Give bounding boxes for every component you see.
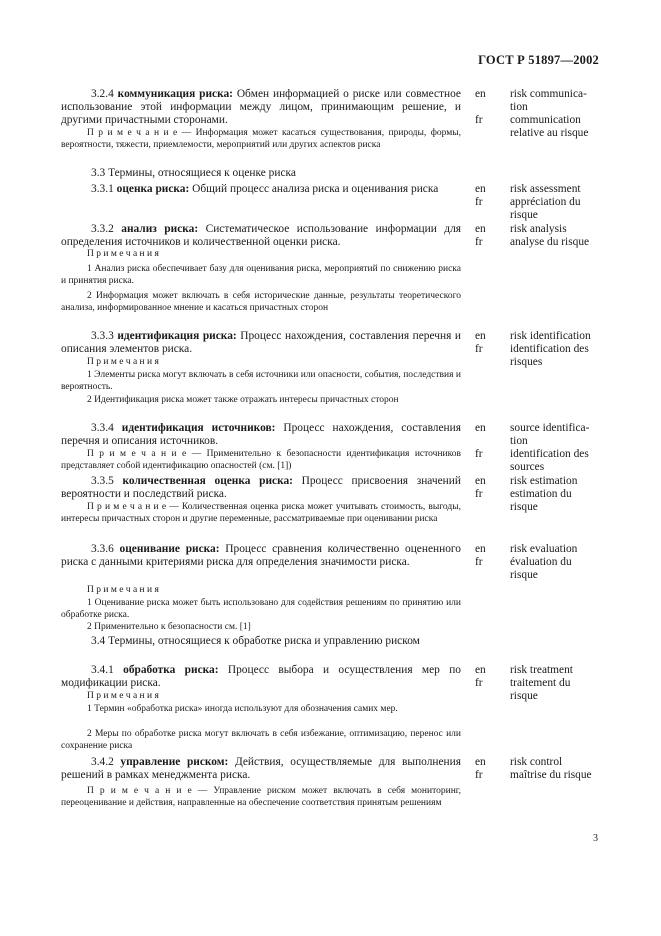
note-text — [61, 369, 461, 393]
term-name: обработка риска: — [123, 664, 219, 676]
lang-code-fr: fr — [475, 236, 483, 248]
equivalent-term-fr: identification des sources — [510, 448, 589, 473]
term-name: количественная оценка риска: — [122, 475, 293, 487]
block-text: П р и м е ч а н и я — [87, 585, 159, 595]
note-text — [61, 248, 461, 260]
equivalent-term-fr: traitement du risque — [510, 677, 571, 702]
block-text: 1 Оценивание риска может быть использовано для содействия решениям по принятию или обработке риска. — [61, 598, 461, 621]
term-entry — [61, 183, 461, 196]
note-text — [61, 621, 461, 633]
equivalent-term-en: risk identification — [510, 330, 591, 342]
term-number: 3.4.1 — [91, 664, 114, 676]
term-number: 3.3.6 — [91, 543, 114, 555]
note-text — [61, 127, 461, 151]
term-number: 3.4.2 — [91, 756, 114, 768]
term-entry — [61, 756, 461, 782]
lang-code-fr: fr — [475, 114, 483, 126]
equivalent-term-en: risk treatment — [510, 664, 573, 676]
block-text: 1 Термин «обработка риска» иногда используют для обозначения самих мер. — [87, 704, 398, 714]
note-text — [61, 690, 461, 702]
equivalent-term-en: risk evaluation — [510, 543, 578, 555]
equivalent-term-fr: analyse du risque — [510, 236, 590, 248]
lang-code-en: en — [475, 422, 486, 434]
block-text: Систематическое использование информации для определения источников и количественной оценки риска. — [61, 223, 462, 248]
block-text: 1 Элементы риска могут включать в себя источники или опасности, события, последствия и вероятность. — [61, 370, 461, 393]
block-text: П р и м е ч а н и я — [87, 249, 159, 259]
block-text: Процесс присвоения значений вероятности и последствий риска. — [61, 475, 461, 500]
term-number: 3.3.5 — [91, 475, 114, 487]
block-text: 2 Идентификация риска может также отражать интересы причастных сторон — [87, 395, 399, 405]
note-text — [61, 356, 461, 368]
block-text: Действия, осуществляемые для выполнения решений в рамках менеджмента риска. — [61, 756, 461, 781]
block-text: — Применительно к безопасности идентификация источников представляет собой идентификацию опасностей (см. [1]) — [61, 449, 461, 472]
block-text: П р и м е ч а н и я — [87, 357, 159, 367]
block-text: 2 Применительно к безопасности см. [1] — [87, 622, 251, 632]
equivalent-term-fr: évaluation du risque — [510, 556, 572, 581]
equivalent-term-fr: appréciation du risque — [510, 196, 581, 221]
equivalent-term-fr: identification des risques — [510, 343, 589, 368]
equivalent-term-en: risk communica-tion — [510, 88, 587, 113]
term-number: 3.3.4 — [91, 422, 114, 434]
note-label: П р и м е ч а н и е — [87, 449, 187, 459]
term-name: оценивание риска: — [119, 543, 220, 555]
term-number: 3.3.1 — [91, 183, 114, 195]
block-text: Процесс сравнения количественно оцененного риска с данными критериями риска для определения значимости риска. — [61, 543, 461, 568]
block-text: — Управление риском может включать в себя мониторинг, переоценивание и действия, направленные на обеспечение соответствия принятым решениям — [61, 786, 461, 809]
term-number: 3.2.4 — [91, 88, 114, 100]
term-entry — [61, 88, 461, 127]
lang-code-fr: fr — [475, 196, 483, 208]
note-text — [61, 290, 461, 314]
lang-code-fr: fr — [475, 556, 483, 568]
block-text: 2 Меры по обработке риска могут включать в себя избежание, оптимизацию, перенос или сохранение риска — [61, 729, 461, 752]
note-text — [61, 597, 461, 621]
term-number: 3.3.3 — [91, 330, 114, 342]
block-text: Обмен информацией о риске или совместное использование этой информации между лицом, принимающим решение, и другими причастными сторонами. — [61, 88, 461, 126]
block-text: П р и м е ч а н и я — [87, 691, 159, 701]
equivalent-term-fr: maîtrise du risque — [510, 769, 592, 781]
block-text: 3.4 Термины, относящиеся к обработке риска и управлению риском — [91, 635, 420, 647]
term-name: идентификация риска: — [117, 330, 237, 342]
block-text: 2 Информация может включать в себя исторические данные, результаты теоретического анализа, информированное мнение и касаться причастных сторон — [61, 291, 461, 314]
equivalent-term-en: risk estimation — [510, 475, 578, 487]
term-entry — [61, 330, 461, 356]
lang-code-fr: fr — [475, 343, 483, 355]
note-text — [61, 584, 461, 596]
lang-code-en: en — [475, 475, 486, 487]
note-label: П р и м е ч а н и е — [87, 786, 192, 796]
note-text — [61, 263, 461, 287]
lang-code-fr: fr — [475, 677, 483, 689]
term-entry — [61, 543, 461, 569]
lang-code-en: en — [475, 664, 486, 676]
note-text — [61, 394, 461, 406]
note-text — [61, 785, 461, 809]
term-name: коммуникация риска: — [117, 88, 233, 100]
lang-code-fr: fr — [475, 488, 483, 500]
note-label: П р и м е ч а н и е — [87, 502, 167, 512]
block-text: Процесс нахождения, составления перечня и описания элементов риска. — [61, 330, 461, 355]
note-text — [61, 448, 461, 472]
note-label: П р и м е ч а н и е — [87, 128, 178, 138]
term-number: 3.3.2 — [91, 223, 114, 235]
term-name: управление риском: — [120, 756, 229, 768]
block-text: Процесс выбора и осуществления мер по модификации риска. — [61, 664, 461, 689]
equivalent-term-en: risk analysis — [510, 223, 567, 235]
equivalent-term-en: risk assessment — [510, 183, 581, 195]
note-text — [61, 728, 461, 752]
term-entry — [61, 223, 461, 249]
note-text — [61, 501, 461, 525]
lang-code-en: en — [475, 223, 486, 235]
lang-code-fr: fr — [475, 448, 483, 460]
section-heading — [61, 167, 461, 180]
lang-code-en: en — [475, 543, 486, 555]
term-entry — [61, 422, 461, 448]
block-text: 1 Анализ риска обеспечивает базу для оценивания риска, мероприятий по снижению риска и принятия риска. — [61, 264, 461, 287]
term-name: оценка риска: — [116, 183, 190, 195]
term-entry — [61, 475, 461, 501]
equivalent-term-en: source identifica-tion — [510, 422, 590, 447]
lang-code-en: en — [475, 330, 486, 342]
section-heading — [61, 635, 461, 648]
lang-code-en: en — [475, 183, 486, 195]
equivalent-term-fr: estimation du risque — [510, 488, 572, 513]
term-name: анализ риска: — [121, 223, 199, 235]
equivalent-term-en: risk control — [510, 756, 563, 768]
block-text: — Количественная оценка риска может учитывать стоимость, выгоды, интересы причастных сторон и другие переменные, рассматриваемые при оценивании риска — [61, 502, 461, 525]
document-header: ГОСТ Р 51897—2002 — [478, 53, 599, 67]
equivalent-term-fr: communication relative au risque — [510, 114, 589, 139]
lang-code-fr: fr — [475, 769, 483, 781]
note-text — [61, 703, 461, 715]
block-text: 3.3 Термины, относящиеся к оценке риска — [91, 167, 296, 179]
block-text: — Информация может касаться существования, природы, формы, вероятности, тяжести, приемлемости, мероприятий или других аспектов риска — [61, 128, 461, 151]
block-text: Общий процесс анализа риска и оценивания риска — [189, 183, 439, 195]
block-text: Процесс нахождения, составления перечня и описания источников. — [61, 422, 461, 447]
page-number: 3 — [593, 833, 598, 844]
lang-code-en: en — [475, 88, 486, 100]
term-entry — [61, 664, 461, 690]
term-name: идентификация источников: — [121, 422, 276, 434]
lang-code-en: en — [475, 756, 486, 768]
